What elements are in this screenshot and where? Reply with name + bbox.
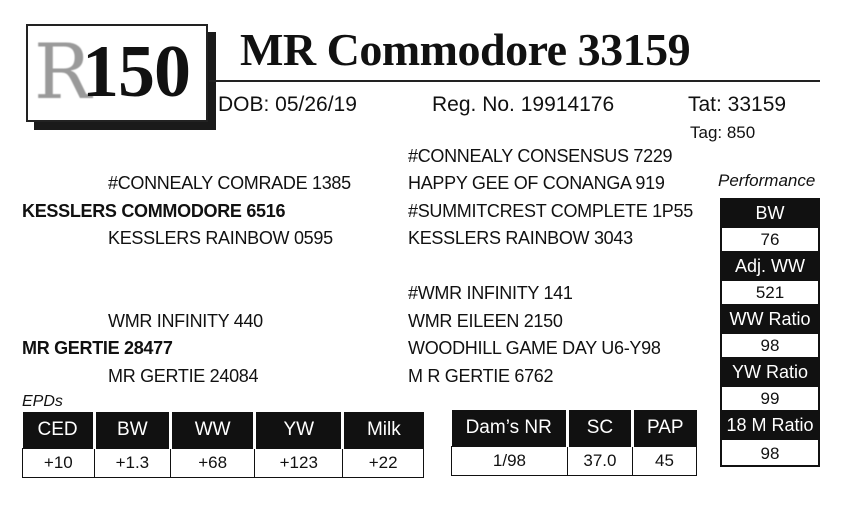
pedigree-dam-sire-sire: #WMR INFINITY 141 [408, 283, 573, 303]
epd-value-row [23, 449, 424, 478]
pedigree-dam-dam: MR GERTIE 24084 [108, 366, 259, 386]
dam-stats-header-pap: PAP [633, 410, 697, 447]
performance-header-bw: BW [720, 198, 820, 228]
performance-label: Performance [718, 171, 816, 190]
dam-stats-header-nr: Dam’s NR [452, 410, 568, 447]
epd-header-ced: CED [23, 412, 95, 449]
performance-value-18m-ratio: 98 [720, 440, 820, 467]
pedigree-dam-dam-dam: M R GERTIE 6762 [408, 366, 554, 386]
performance-value-adj-ww: 521 [720, 281, 820, 304]
pedigree-sire-sire-dam: HAPPY GEE OF CONANGA 919 [408, 173, 665, 193]
epd-header-row [23, 412, 424, 449]
epd-header-bw: BW [94, 412, 170, 449]
lot-number: 150 [82, 31, 190, 113]
dam-stats-value-pap: 45 [633, 447, 697, 476]
performance-value-bw: 76 [720, 228, 820, 251]
dam-stats-value-row [452, 447, 697, 476]
performance-header-yw-ratio: YW Ratio [720, 357, 820, 387]
pedigree-sire-sire: #CONNEALY COMRADE 1385 [108, 173, 351, 193]
dam-stats-value-sc: 37.0 [567, 447, 632, 476]
epds-label: EPDs [22, 393, 63, 410]
dam-stats-table [451, 410, 697, 476]
pedigree-sire-dam: KESSLERS RAINBOW 0595 [108, 228, 333, 248]
dob-text: DOB: 05/26/19 [218, 93, 357, 116]
pedigree-sire-dam-dam: KESSLERS RAINBOW 3043 [408, 228, 633, 248]
pedigree-sire: KESSLERS COMMODORE 6516 [22, 201, 286, 221]
dam-stats-header-sc: SC [567, 410, 632, 447]
registration-number: Reg. No. 19914176 [432, 93, 615, 116]
epd-header-yw: YW [255, 412, 343, 449]
epd-value-ced: +10 [23, 449, 95, 478]
tattoo-text: Tat: 33159 [688, 93, 787, 116]
performance-header-18m-ratio: 18 M Ratio [720, 410, 820, 440]
performance-header-adj-ww: Adj. WW [720, 251, 820, 281]
pedigree-sire-dam-sire: #SUMMITCREST COMPLETE 1P55 [408, 201, 693, 221]
dam-stats-value-nr: 1/98 [452, 447, 568, 476]
performance-value-yw-ratio: 99 [720, 387, 820, 410]
pedigree-sire-sire-sire: #CONNEALY CONSENSUS 7229 [408, 146, 673, 166]
epd-table [22, 412, 424, 478]
epd-header-ww: WW [171, 412, 255, 449]
title-divider [209, 80, 820, 82]
pedigree-dam-dam-sire: WOODHILL GAME DAY U6-Y98 [408, 338, 661, 358]
performance-header-ww-ratio: WW Ratio [720, 304, 820, 334]
performance-panel [720, 198, 820, 467]
epd-header-milk: Milk [343, 412, 424, 449]
brand-logo: R [34, 27, 92, 116]
tag-text: Tag: 850 [690, 123, 756, 142]
pedigree-dam: MR GERTIE 28477 [22, 338, 173, 358]
lot-box [26, 24, 208, 122]
pedigree-dam-sire-dam: WMR EILEEN 2150 [408, 311, 563, 331]
epd-value-bw: +1.3 [94, 449, 170, 478]
pedigree-dam-sire: WMR INFINITY 440 [108, 311, 263, 331]
epd-value-yw: +123 [255, 449, 343, 478]
performance-value-ww-ratio: 98 [720, 334, 820, 357]
epd-value-milk: +22 [343, 449, 424, 478]
epd-value-ww: +68 [171, 449, 255, 478]
dam-stats-header-row [452, 410, 697, 447]
animal-name-title: MR Commodore 33159 [240, 24, 691, 75]
